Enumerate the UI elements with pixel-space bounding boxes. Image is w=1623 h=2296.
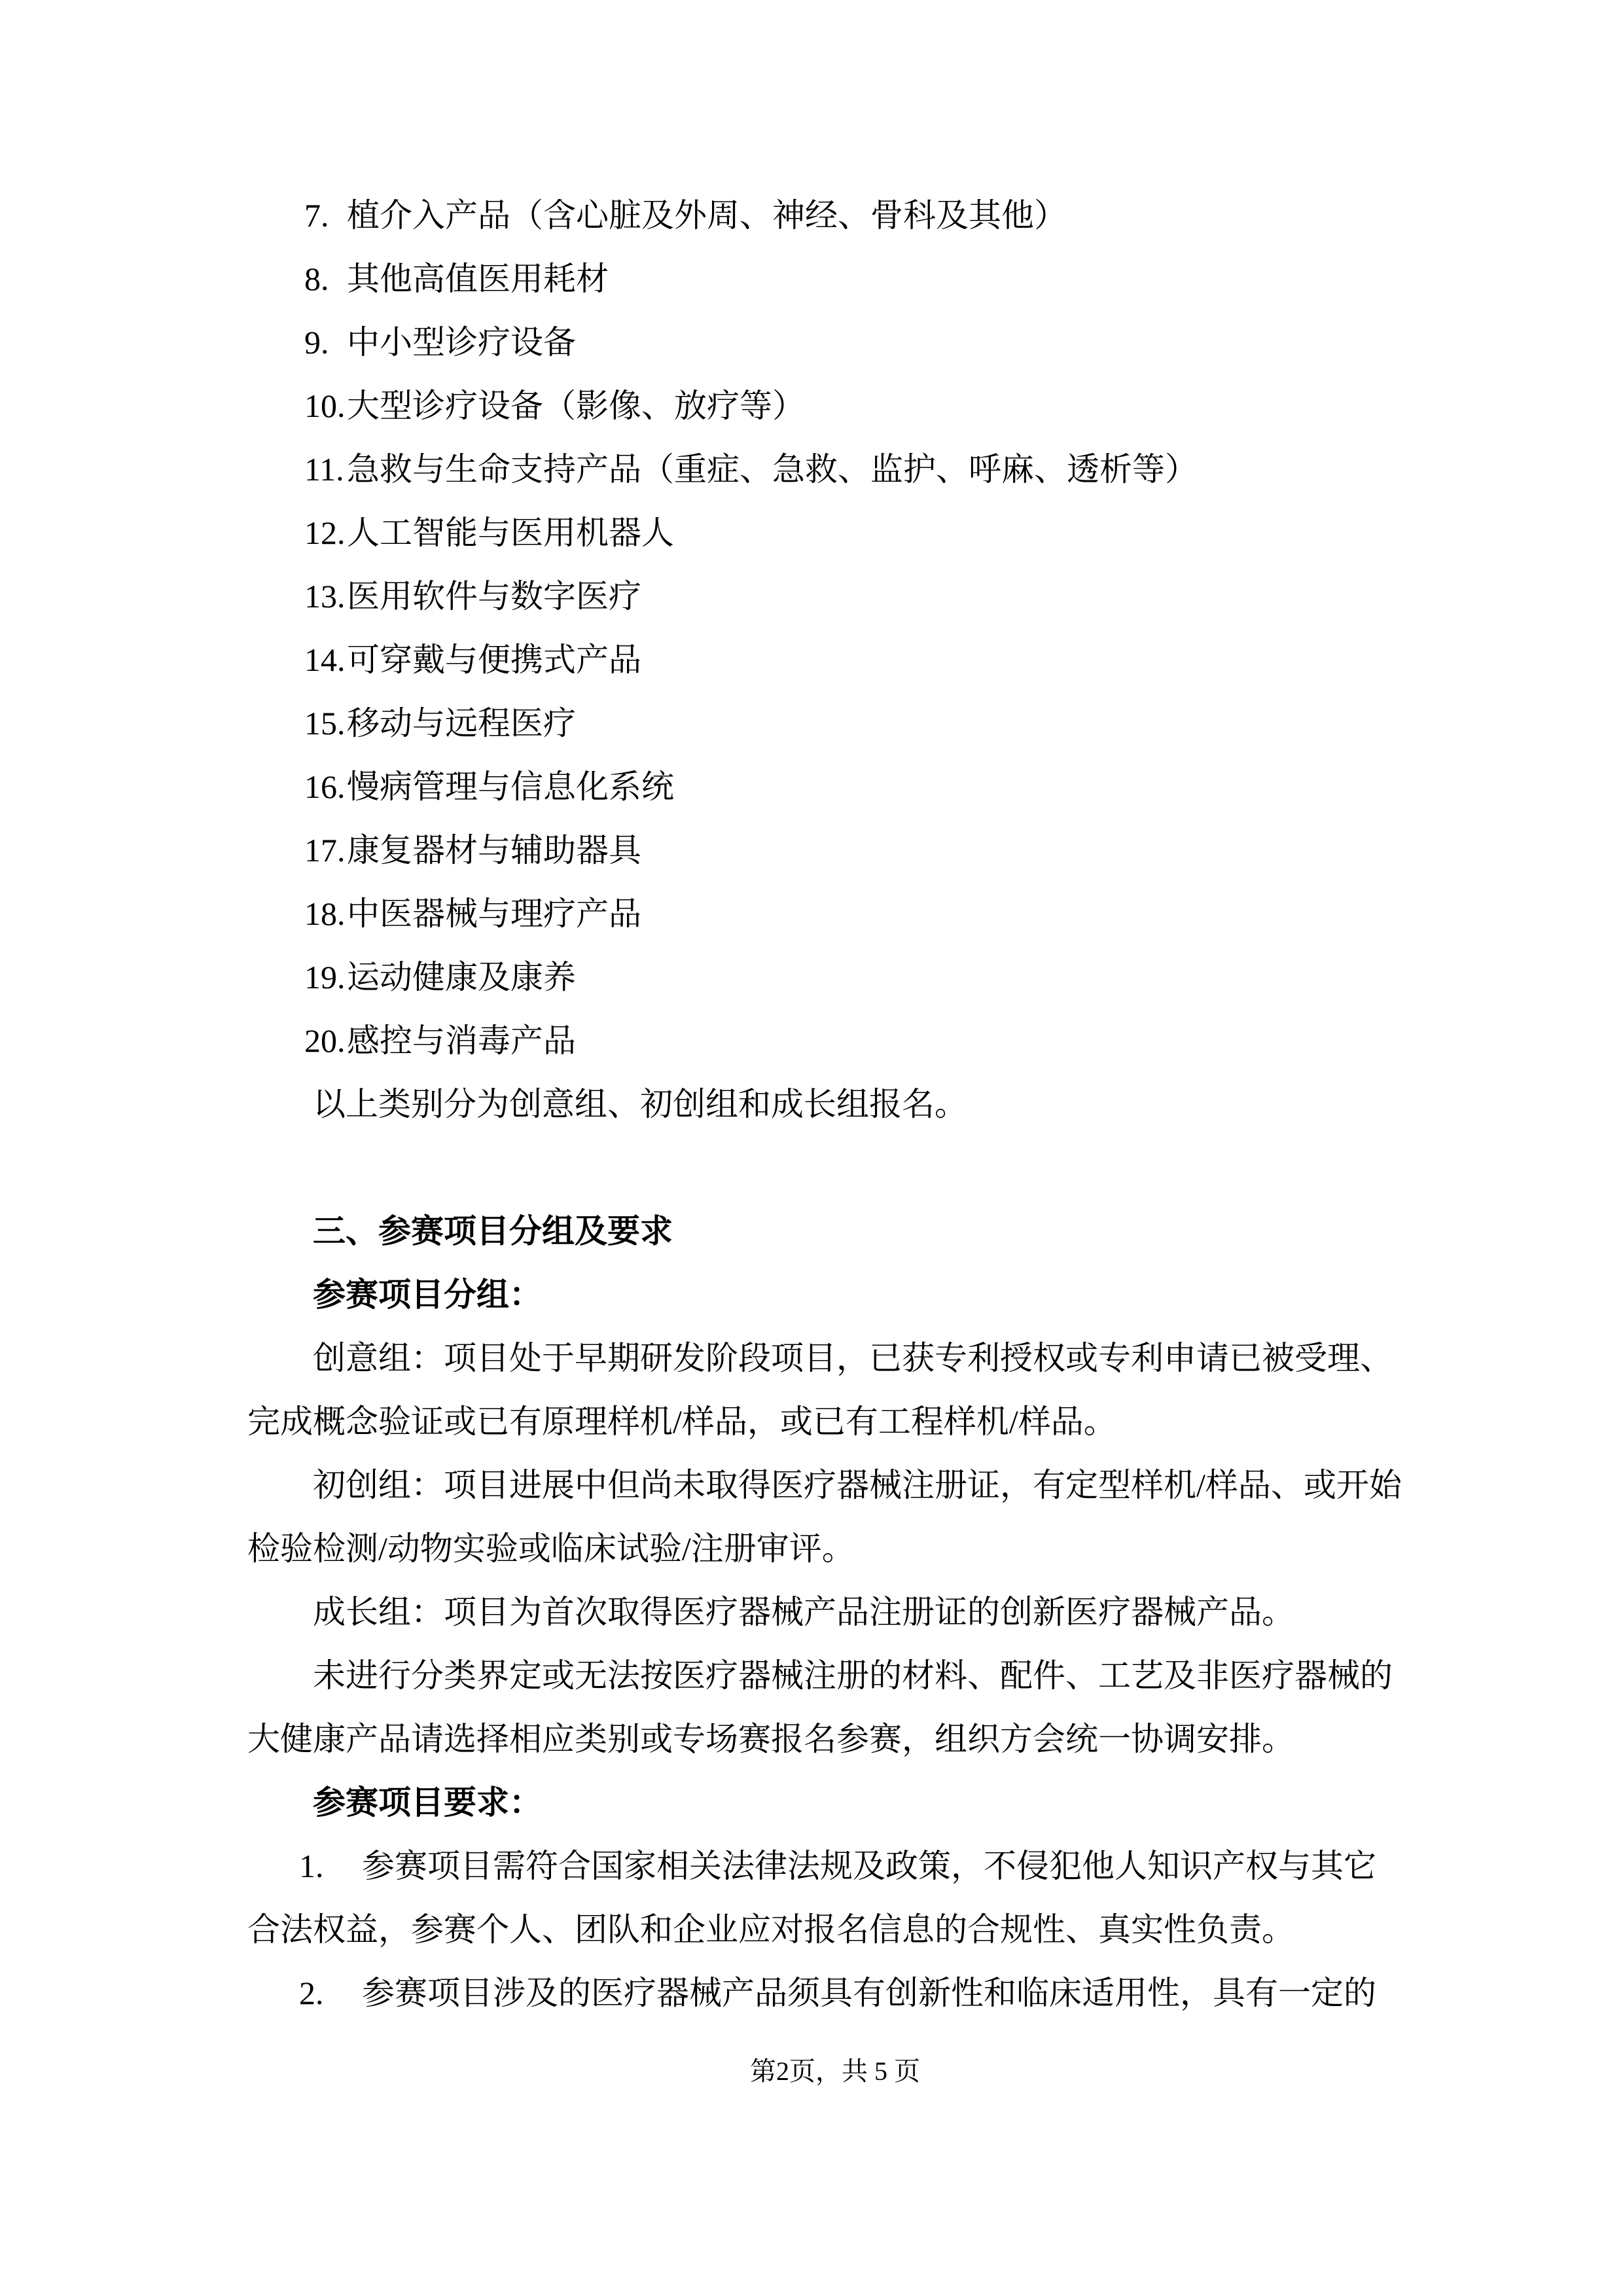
- requirements-subheading: 参赛项目要求：: [313, 1784, 542, 1821]
- list-item-number: 20.: [304, 1022, 346, 1059]
- list-item-7: [247, 184, 1376, 247]
- list-item-number: 19.: [304, 959, 346, 996]
- list-item-text: 移动与远程医疗: [347, 705, 576, 742]
- page-footer: 第2页，共 5 页: [750, 2056, 920, 2086]
- requirement-item-1-continuation: 合法权益，参赛个人、团队和企业应对报名信息的合规性、真实性负责。: [247, 1911, 1294, 1948]
- section-heading: 三、参赛项目分组及要求: [313, 1213, 673, 1249]
- list-item-text: 大型诊疗设备（影像、放疗等）: [347, 387, 805, 424]
- list-item-text: 急救与生命支持产品（重症、急救、监护、呼麻、透析等）: [347, 451, 1198, 488]
- list-item-number: 17.: [304, 832, 346, 869]
- requirement-item-2: [247, 1962, 1376, 2025]
- requirement-text: 参赛项目需符合国家相关法律法规及政策，不侵犯他人知识产权与其它: [362, 1848, 1376, 1884]
- list-item-18: [247, 882, 1376, 946]
- group-paragraph-line: 完成概念验证或已有原理样机/样品，或已有工程样机/样品。: [247, 1403, 1116, 1440]
- list-item-text: 中医器械与理疗产品: [347, 895, 641, 932]
- list-item-text: 慢病管理与信息化系统: [347, 768, 674, 805]
- requirement-number: 2.: [299, 1975, 324, 2011]
- list-item-text: 人工智能与医用机器人: [347, 514, 674, 551]
- list-item-text: 康复器材与辅助器具: [347, 832, 641, 869]
- list-item-10: [247, 374, 1376, 438]
- list-item-number: 9.: [304, 324, 329, 361]
- list-item-8: [247, 247, 1376, 311]
- list-item-number: 14.: [304, 641, 346, 678]
- list-item-number: 10.: [304, 387, 346, 424]
- list-item-9: [247, 311, 1376, 374]
- list-item-text: 植介入产品（含心脏及外周、神经、骨科及其他）: [347, 197, 1067, 234]
- grouping-subheading: 参赛项目分组：: [313, 1276, 542, 1313]
- list-item-text: 运动健康及康养: [347, 959, 576, 996]
- list-item-number: 13.: [304, 578, 346, 615]
- list-item-number: 11.: [304, 451, 344, 488]
- list-item-text: 其他高值医用耗材: [347, 260, 609, 297]
- list-item-15: [247, 692, 1376, 755]
- group-paragraph-line: 检验检测/动物实验或临床试验/注册审评。: [247, 1530, 855, 1567]
- group-paragraph-line: 大健康产品请选择相应类别或专场赛报名参赛，组织方会统一协调安排。: [247, 1721, 1294, 1757]
- requirement-number: 1.: [299, 1848, 324, 1884]
- list-item-number: 15.: [304, 705, 346, 742]
- group-paragraph-line: 成长组：项目为首次取得医疗器械产品注册证的创新医疗器械产品。: [313, 1594, 1294, 1630]
- list-item-19: [247, 946, 1376, 1009]
- group-paragraph-line: 创意组：项目处于早期研发阶段项目，已获专利授权或专利申请已被受理、: [313, 1340, 1393, 1376]
- list-item-number: 8.: [304, 260, 329, 297]
- list-item-13: [247, 565, 1376, 628]
- list-item-16: [247, 755, 1376, 819]
- list-item-14: [247, 628, 1376, 692]
- list-item-text: 医用软件与数字医疗: [347, 578, 641, 615]
- list-item-number: 7.: [304, 197, 329, 234]
- requirement-text: 参赛项目涉及的医疗器械产品须具有创新性和临床适用性，具有一定的: [362, 1975, 1376, 2011]
- page-body: [247, 184, 1402, 2025]
- list-item-11: [247, 438, 1376, 501]
- list-item-number: 16.: [304, 768, 346, 805]
- list-item-text: 感控与消毒产品: [347, 1022, 576, 1059]
- list-item-number: 12.: [304, 514, 346, 551]
- list-item-text: 中小型诊疗设备: [347, 324, 576, 361]
- blank-line: [247, 1136, 1376, 1200]
- group-paragraph-line: 未进行分类界定或无法按医疗器械注册的材料、配件、工艺及非医疗器械的: [313, 1657, 1393, 1694]
- requirement-item-1: [247, 1835, 1376, 1898]
- list-item-text: 可穿戴与便携式产品: [347, 641, 641, 678]
- list-item-20: [247, 1009, 1376, 1073]
- list-item-12: [247, 501, 1376, 565]
- closing-note: 以上类别分为创意组、初创组和成长组报名。: [313, 1086, 967, 1122]
- list-item-number: 18.: [304, 895, 346, 932]
- list-item-17: [247, 819, 1376, 882]
- group-paragraph-line: 初创组：项目进展中但尚未取得医疗器械注册证，有定型样机/样品、或开始: [313, 1467, 1402, 1503]
